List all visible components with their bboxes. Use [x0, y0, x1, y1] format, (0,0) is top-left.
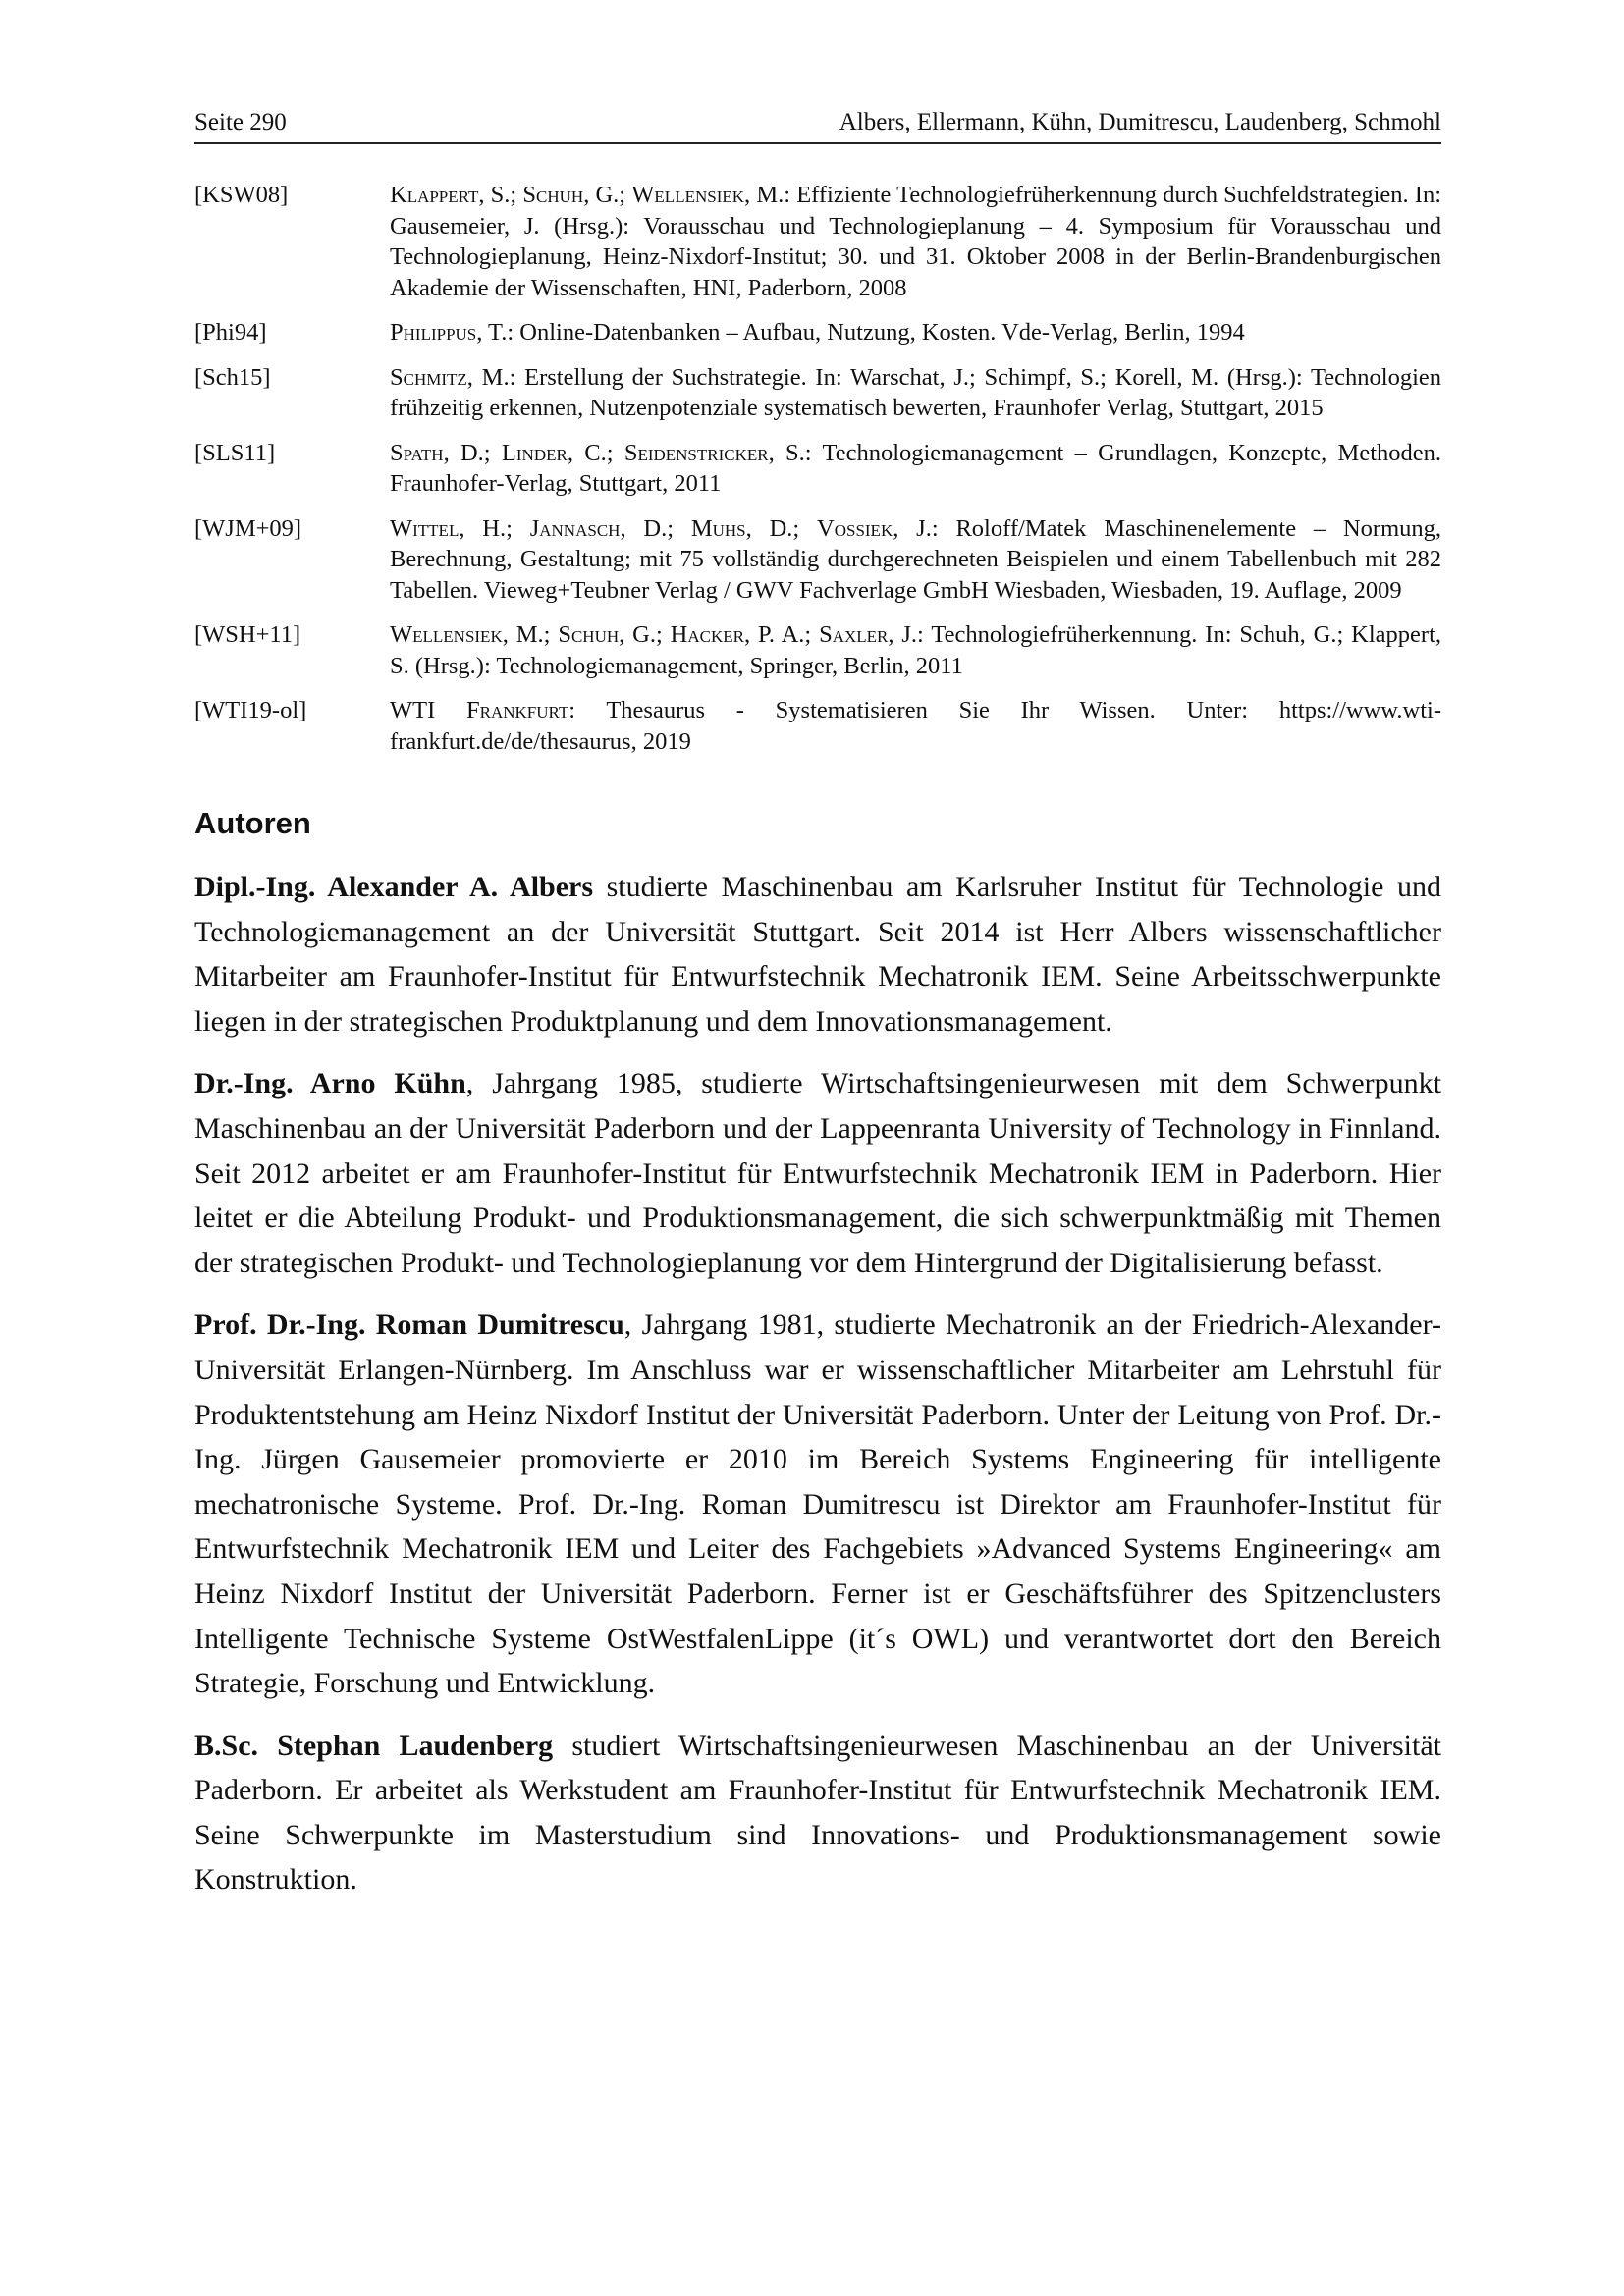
reference-text: Wittel, H.; Jannasch, D.; Muhs, D.; Voßiek, J.: Roloff/Matek Maschinenelemente – Normung, Berechnung, Gestaltung; mit 75 vollständig durchgerechneten Beispielen und einem Tabellenbuch mit 282 Tabellen. Vieweg+Teubner Verlag / GWV Fachverlage GmbH Wiesbaden, Wiesbaden, 19. Auflage, 2009 — [390, 514, 1442, 604]
reference-key: [WJM+09] — [194, 514, 302, 542]
reference-text: Philippus, T.: Online-Datenbanken – Aufbau, Nutzung, Kosten. Vde-Verlag, Berlin, 1994 — [390, 319, 1245, 346]
reference-key: [Sch15] — [194, 363, 271, 391]
author-bio: Prof. Dr.-Ing. Roman Dumitrescu, Jahrgang 1981, studierte Mechatronik an der Friedrich-Alexander-Universität Erlangen-Nürnberg. Im Anschluss war er wissenschaftlicher Mitarbeiter am Lehrstuhl für Produktentstehung am Heinz Nixdorf Institut der Universität Paderborn. Unter der Leitung von Prof. Dr.-Ing. Jürgen Gausemeier promovierte er 2010 im Bereich Systems Engineering für intelligente mechatronische Systeme. Prof. Dr.-Ing. Roman Dumitrescu ist Direktor am Fraunhofer-Institut für Entwurfstechnik Mechatronik IEM und Leiter des Fachgebiets »Advanced Systems Engineering« am Heinz Nixdorf Institut der Universität Paderborn. Ferner ist er Geschäftsführer des Spitzenclusters Intelligente Technische Systeme OstWestfalenLippe (it´s OWL) und verantwortet dort den Bereich Strategie, Forschung und Entwicklung. — [194, 1308, 1441, 1700]
reference-text: Wellensiek, M.; Schuh, G.; Hacker, P. A.; Saxler, J.: Technologiefrüherkennung. In: Schuh, G.; Klappert, S. (Hrsg.): Technologiemanagement, Springer, Berlin, 2011 — [390, 621, 1442, 679]
reference-entry — [194, 513, 1441, 607]
page — [194, 108, 1441, 1920]
reference-key: [WTI19-ol] — [194, 697, 307, 723]
reference-text: WTI Frankfurt: Thesaurus - Systematisieren Sie Ihr Wissen. Unter: https://www.wti-frankfurt.de/de/thesaurus, 2019 — [390, 697, 1441, 755]
page-number: Seite 290 — [194, 109, 287, 135]
reference-text: Schmitz, M.: Erstellung der Suchstrategie. In: Warschat, J.; Schimpf, S.; Korell, M. (Hrsg.): Technologien frühzeitig erkennen, Nutzenpotenziale systematisch bewerten, Fraunhofer Verlag, Stuttgart, 2015 — [390, 363, 1442, 421]
reference-key: [SLS11] — [194, 439, 276, 466]
author-bio: B.Sc. Stephan Laudenberg studiert Wirtschaftsingenieurwesen Maschinenbau an der Universität Paderborn. Er arbeitet als Werkstudent am Fraunhofer-Institut für Entwurfstechnik Mechatronik IEM. Seine Schwerpunkte im Masterstudium sind Innovations- und Produktionsmanagement sowie Konstruktion. — [194, 1729, 1442, 1896]
reference-text: Spath, D.; Linder, C.; Seidenstricker, S.: Technologiemanagement – Grundlagen, Konzepte, Methoden. Fraunhofer-Verlag, Stuttgart, 2011 — [390, 439, 1442, 497]
author-name: Dipl.-Ing. Alexander A. Albers — [194, 871, 594, 903]
reference-key: [WSH+11] — [194, 621, 301, 648]
reference-entry — [194, 438, 1441, 500]
reference-key: [Phi94] — [194, 319, 267, 346]
header-authors: Albers, Ellermann, Kühn, Dumitrescu, Laudenberg, Schmohl — [839, 109, 1441, 135]
reference-key: [KSW08] — [194, 182, 289, 208]
reference-list — [194, 180, 1441, 757]
author-name: Prof. Dr.-Ing. Roman Dumitrescu — [194, 1308, 624, 1342]
author-bio: Dipl.-Ing. Alexander A. Albers studierte Maschinenbau am Karlsruher Institut für Technologie und Technologiemanagement an der Universität Stuttgart. Seit 2014 ist Herr Albers wissenschaftlicher Mitarbeiter am Fraunhofer-Institut für Entwurfstechnik Mechatronik IEM. Seine Arbeitsschwerpunkte liegen in der strategischen Produktplanung und dem Innovationsmanagement. — [194, 871, 1441, 1038]
reference-entry — [194, 695, 1441, 757]
reference-entry — [194, 317, 1441, 348]
reference-text: Klappert, S.; Schuh, G.; Wellensiek, M.: Effiziente Technologiefrüherkennung durch Suchfeldstrategien. In: Gausemeier, J. (Hrsg.): Vorausschau und Technologieplanung – 4. Symposium für Vorausschau und Technologieplanung, Heinz-Nixdorf-Institut; 30. und 31. Oktober 2008 in der Berlin-Brandenburgischen Akademie der Wissenschaften, HNI, Paderborn, 2008 — [390, 182, 1442, 301]
author-name: B.Sc. Stephan Laudenberg — [194, 1729, 554, 1762]
author-name: Dr.-Ing. Arno Kühn — [194, 1067, 466, 1100]
author-bios — [194, 865, 1441, 1902]
author-bio: Dr.-Ing. Arno Kühn, Jahrgang 1985, studierte Wirtschaftsingenieurwesen mit dem Schwerpunkt Maschinenbau an der Universität Paderborn und der Lappeenranta University of Technology in Finnland. Seit 2012 arbeitet er am Fraunhofer-Institut für Entwurfstechnik Mechatronik IEM in Paderborn. Hier leitet er die Abteilung Produkt- und Produktionsmanagement, die sich schwerpunktmäßig mit Themen der strategischen Produkt- und Technologieplanung vor dem Hintergrund der Digitalisierung befasst. — [194, 1067, 1441, 1279]
section-heading-autoren: Autoren — [194, 806, 311, 840]
reference-entry — [194, 362, 1441, 424]
reference-entry — [194, 180, 1441, 303]
running-header — [194, 108, 1441, 144]
reference-entry — [194, 619, 1441, 681]
